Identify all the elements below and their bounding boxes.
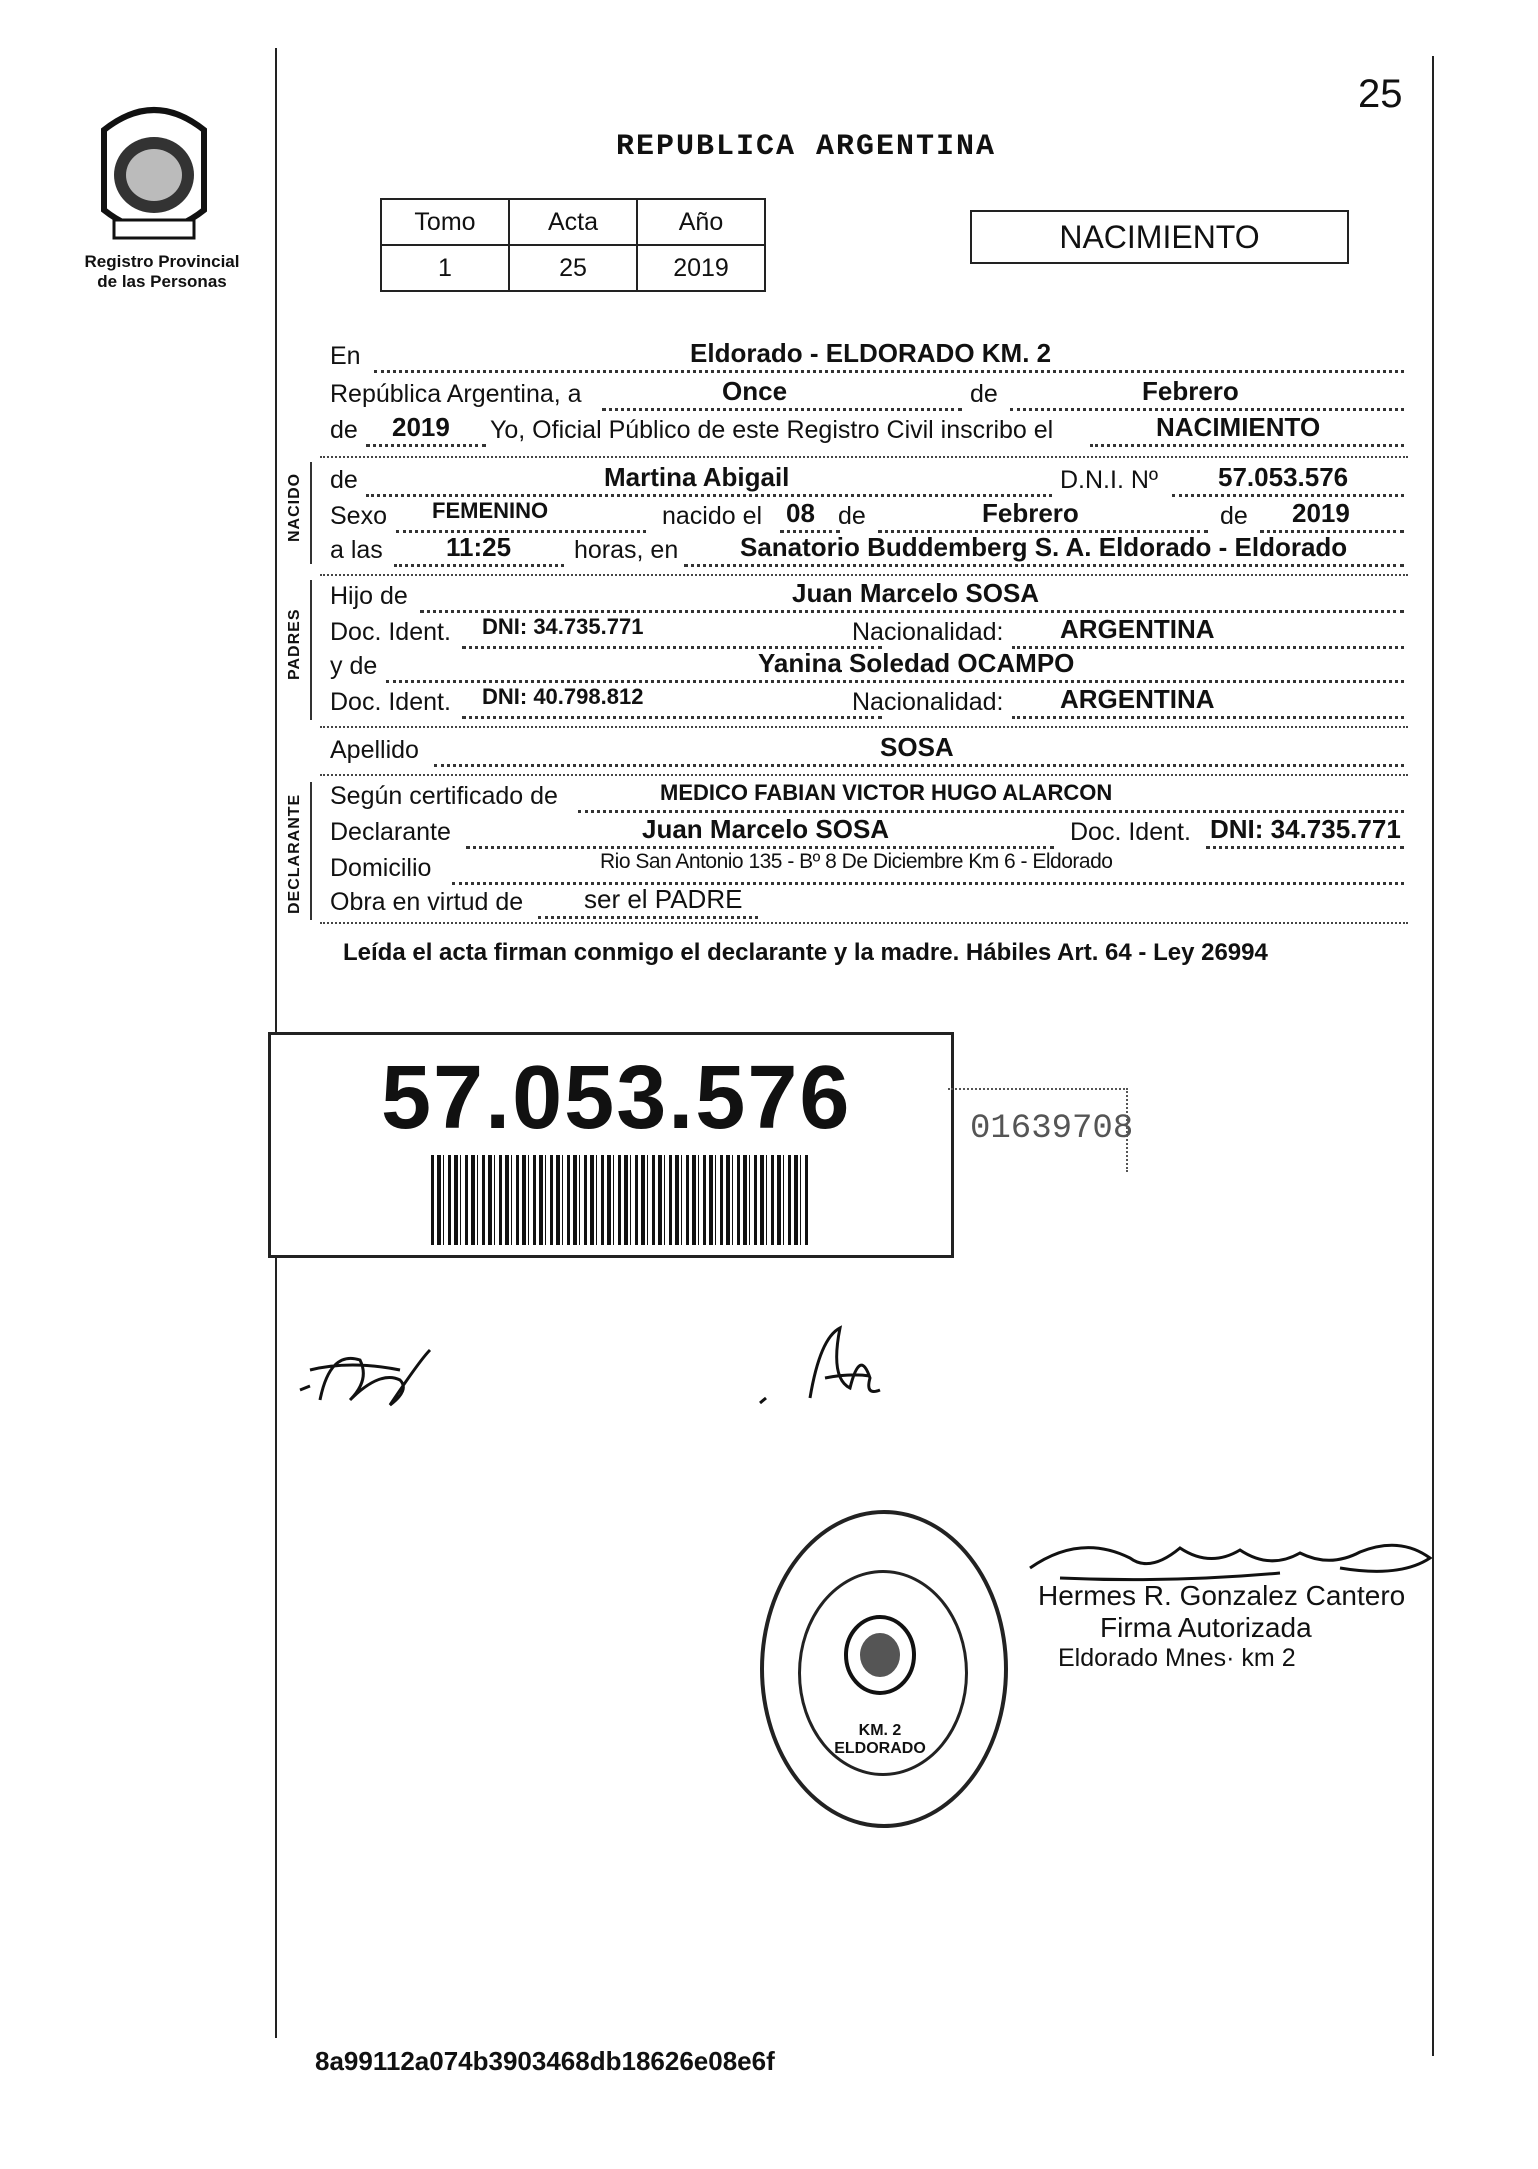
value-obra: ser el PADRE [584,884,743,914]
label-nacionalidad-padre: Nacionalidad: [852,618,1004,646]
value-lugar-nac: Sanatorio Buddemberg S. A. Eldorado - Eldorado [740,532,1348,562]
label-de-nac-mes: de [838,502,866,530]
acta-value: 25 [509,245,637,291]
value-domicilio: Rio San Antonio 135 - Bº 8 De Diciembre Km 6 - Eldorado [600,850,1113,873]
anio-value: 2019 [637,245,765,291]
row-obra [330,884,1404,922]
row-sexo [330,498,1404,536]
acta-header: Acta [509,199,637,245]
label-de-mes: de [970,380,998,408]
page-number: 25 [1358,72,1403,116]
label-hijo-de: Hijo de [330,582,408,610]
provincia-misiones-logo [84,100,224,250]
label-sexo: Sexo [330,502,387,530]
barcode [431,1155,811,1245]
record-table [380,198,766,292]
seal-inner-text: KM. 2 ELDORADO [834,1722,926,1757]
value-nac-dia: 08 [786,498,815,528]
right-margin-line [1432,56,1434,2056]
value-sexo: FEMENINO [432,498,549,523]
dni-stamp [268,1032,954,1258]
declarant-signature [750,1318,900,1418]
label-nacionalidad-madre: Nacionalidad: [852,688,1004,716]
value-nac-mes: Febrero [982,498,1079,528]
mother-signature [290,1330,440,1420]
row-declarante [330,814,1404,852]
value-dni: 57.053.576 [1218,462,1349,492]
side-label-declarante: DECLARANTE [286,793,303,914]
logo-caption [72,252,252,292]
value-anio: 2019 [392,412,450,442]
value-madre-doc: DNI: 40.798.812 [482,684,644,709]
row-lugar [330,338,1404,376]
row-padre-doc [330,614,1404,652]
row-acto [330,412,1404,450]
row-hora [330,532,1404,570]
value-declarante-doc: DNI: 34.735.771 [1210,814,1401,844]
tomo-value: 1 [381,245,509,291]
label-y-de: y de [330,652,378,680]
signer-place: Eldorado Mnes· km 2 [1058,1644,1296,1672]
country-title: REPUBLICA ARGENTINA [616,130,997,164]
value-acto: NACIMIENTO [1156,412,1321,442]
label-de-anio: de [330,416,358,444]
control-number: 01639708 [948,1088,1128,1172]
stamp-number: 57.053.576 [381,1048,852,1148]
value-padre: Juan Marcelo SOSA [792,578,1040,608]
value-padre-doc: DNI: 34.735.771 [482,614,644,639]
label-apellido: Apellido [330,736,419,764]
label-en: En [330,342,361,370]
row-certificado [330,782,1404,816]
label-de-nac-anio: de [1220,502,1248,530]
signer-name: Hermes R. Gonzalez Cantero [1038,1580,1406,1611]
record-type-box: NACIMIENTO [970,210,1349,264]
row-apellido [330,732,1404,770]
logo-caption-line-2: de las Personas [97,272,227,291]
label-de-nombre: de [330,466,358,494]
side-label-padres: PADRES [286,608,303,680]
value-certificado: MEDICO FABIAN VICTOR HUGO ALARCON [660,780,1113,805]
tomo-header: Tomo [381,199,509,245]
document-hash: 8a99112a074b3903468db18626e08e6f [315,2046,775,2076]
seal-emblem-icon [840,1610,920,1700]
row-madre-doc [330,684,1404,722]
anio-header: Año [637,199,765,245]
value-padre-nac: ARGENTINA [1060,614,1215,644]
label-doc-ident-declarante: Doc. Ident. [1070,818,1191,846]
signer-title: Firma Autorizada [1100,1612,1312,1643]
value-dia: Once [722,376,788,406]
value-lugar: Eldorado - ELDORADO KM. 2 [690,338,1052,368]
side-label-nacido: NACIDO [286,472,303,542]
row-madre [330,648,1404,686]
row-nombre [330,462,1404,500]
value-nac-anio: 2019 [1292,498,1350,528]
label-segun-certificado: Según certificado de [330,782,558,810]
row-fecha [330,376,1404,414]
label-nacido-el: nacido el [662,502,763,530]
label-domicilio: Domicilio [330,854,432,882]
label-horas-en: horas, en [574,536,679,564]
label-republica: República Argentina, a [330,380,582,408]
label-doc-ident-padre: Doc. Ident. [330,618,451,646]
value-declarante: Juan Marcelo SOSA [642,814,890,844]
value-apellido: SOSA [880,732,954,762]
label-doc-ident-madre: Doc. Ident. [330,688,451,716]
label-obra: Obra en virtud de [330,888,524,916]
value-madre: Yanina Soledad OCAMPO [758,648,1075,678]
row-domicilio [330,850,1404,888]
value-mes: Febrero [1142,376,1239,406]
label-declarante: Declarante [330,818,451,846]
label-dni: D.N.I. Nº [1060,466,1159,494]
value-hora: 11:25 [446,532,512,562]
closing-note: Leída el acta firman conmigo el declarante y la madre. Hábiles Art. 64 - Ley 26994 [343,939,1268,966]
label-a-las: a las [330,536,383,564]
logo-caption-line-1: Registro Provincial [84,252,240,271]
label-oficial: Yo, Oficial Público de este Registro Civil inscribo el [490,416,1054,444]
value-nombre: Martina Abigail [604,462,790,492]
value-madre-nac: ARGENTINA [1060,684,1215,714]
row-padre [330,578,1404,616]
